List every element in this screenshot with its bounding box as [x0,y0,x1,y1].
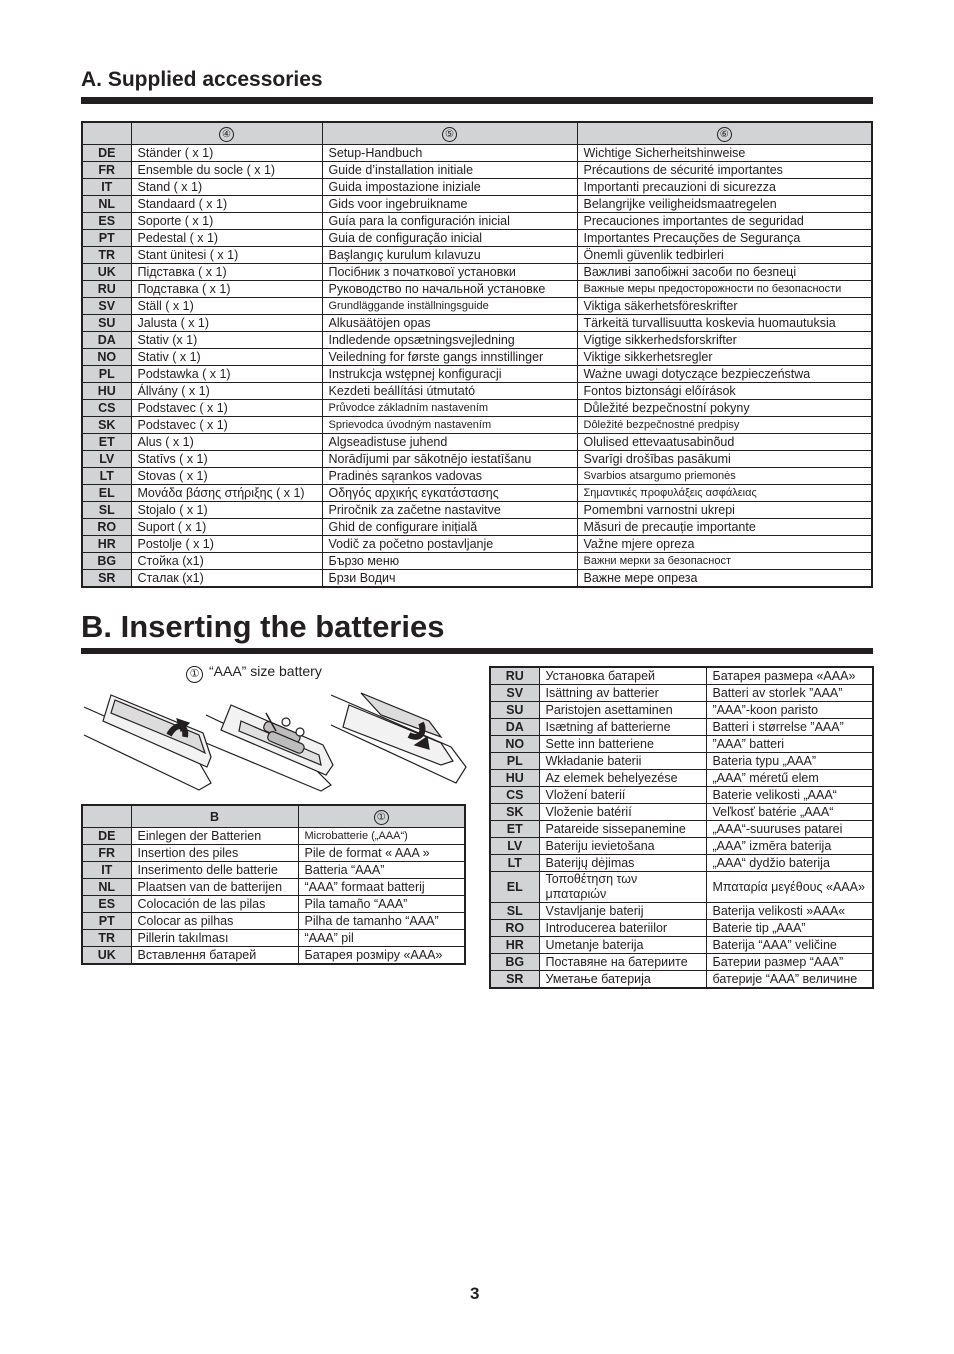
table-cell: Stand ( x 1) [131,179,322,196]
accessories-table [81,121,873,588]
battery-row [82,896,465,913]
table-cell: ”AAA” batteri [706,736,873,753]
language-code: IT [82,862,131,879]
language-code: HU [82,383,131,400]
language-code: DE [82,145,131,162]
remote-step-3 [331,693,466,783]
table-cell: Stant ünitesi ( x 1) [131,247,322,264]
table-cell: Fontos biztonsági előírások [577,383,872,400]
language-code: HU [490,770,539,787]
table-cell: батерије “AAA” величине [706,971,873,989]
table-cell: Alkusäätöjen opas [322,315,577,332]
language-code: ES [82,213,131,230]
table-cell: Podstawka ( x 1) [131,366,322,383]
column-header-5: ⑤ [322,122,577,145]
battery-row [490,971,873,989]
accessory-row [82,213,872,230]
table-cell: Batteri av storlek ”AAA” [706,685,873,702]
table-cell: Veiledning for første gangs innstillinger [322,349,577,366]
table-cell: Batteria “AAA” [298,862,465,879]
table-cell: Важни мерки за безопасност [577,553,872,570]
accessory-row [82,145,872,162]
language-code: HR [82,536,131,553]
accessory-row [82,196,872,213]
language-code: DE [82,828,131,845]
table-cell: Insertion des piles [131,845,298,862]
table-cell: Μπαταρία μεγέθους «AAA» [706,872,873,903]
table-cell: Postolje ( x 1) [131,536,322,553]
table-cell: Стойка (x1) [131,553,322,570]
table-cell: Podstavec ( x 1) [131,400,322,417]
language-code: IT [82,179,131,196]
table-cell: Pilha de tamanho “AAA” [298,913,465,930]
language-code: SK [490,804,539,821]
language-code: TR [82,247,131,264]
battery-row [82,845,465,862]
column-header-4: ④ [131,122,322,145]
battery-row [490,770,873,787]
accessory-row [82,519,872,536]
language-code-header [82,122,131,145]
table-cell: Olulised ettevaatusabinõud [577,434,872,451]
language-code: RO [490,920,539,937]
table-cell: Σημαντικές προφυλάξεις ασφάλειας [577,485,872,502]
table-cell: Isætning af batterierne [539,719,706,736]
table-cell: Kezdeti beállítási útmutató [322,383,577,400]
language-code: SR [490,971,539,989]
table-cell: Paristojen asettaminen [539,702,706,719]
table-cell: Stativ (x 1) [131,332,322,349]
table-cell: Bateria typu „AAA” [706,753,873,770]
accessory-row [82,553,872,570]
battery-row [490,702,873,719]
battery-row [82,913,465,930]
table-cell: „AAA” izmēra baterija [706,838,873,855]
language-code: PT [82,913,131,930]
table-cell: Précautions de sécurité importantes [577,162,872,179]
language-code: EL [82,485,131,502]
table-cell: Stovas ( x 1) [131,468,322,485]
language-code: ES [82,896,131,913]
table-cell: Батерии размер “AAA” [706,954,873,971]
accessory-row [82,349,872,366]
table-cell: Setup-Handbuch [322,145,577,162]
table-cell: Umetanje baterija [539,937,706,954]
table-cell: Patareide sissepanemine [539,821,706,838]
table-cell: Брзи Водич [322,570,577,588]
remote-battery-illustration [81,685,469,793]
table-cell: Baterie tip „AAA” [706,920,873,937]
language-code: PL [82,366,131,383]
table-cell: Установка батарей [539,667,706,685]
table-cell: Statīvs ( x 1) [131,451,322,468]
accessory-row [82,502,872,519]
table-cell: Průvodce základním nastavením [322,400,577,417]
accessory-row [82,451,872,468]
accessory-row [82,298,872,315]
table-cell: Guia de configuração inicial [322,230,577,247]
accessory-row [82,315,872,332]
table-cell: Vstavljanje baterij [539,903,706,920]
battery-row [490,937,873,954]
language-code: LT [490,855,539,872]
accessory-row [82,468,872,485]
battery-row [82,947,465,965]
battery-row [490,920,873,937]
language-code: RU [82,281,131,298]
battery-insertion-table-right [489,666,874,989]
table-cell: Soporte ( x 1) [131,213,322,230]
table-cell: Priročnik za začetne nastavitve [322,502,577,519]
battery-row [490,736,873,753]
table-cell: Pradinės sąrankos vadovas [322,468,577,485]
table-cell: Algseadistuse juhend [322,434,577,451]
language-code: BG [82,553,131,570]
language-code: RO [82,519,131,536]
table-cell: Vigtige sikkerhedsforskrifter [577,332,872,349]
battery-row [490,954,873,971]
language-code: SR [82,570,131,588]
table-cell: Важне мере опреза [577,570,872,588]
table-cell: Állvány ( x 1) [131,383,322,400]
language-code: BG [490,954,539,971]
callout-marker: ① [186,666,203,683]
battery-row [490,855,873,872]
table-cell: Tärkeitä turvallisuutta koskevia huomautuksia [577,315,872,332]
table-cell: Măsuri de precauție importante [577,519,872,536]
accessory-row [82,485,872,502]
battery-row [490,787,873,804]
table-cell: Guide d’installation initiale [322,162,577,179]
language-code: NO [82,349,131,366]
table-cell: Introducerea bateriilor [539,920,706,937]
accessory-row [82,536,872,553]
table-cell: „AAA“-suuruses patarei [706,821,873,838]
table-cell: Stojalo ( x 1) [131,502,322,519]
battery-caption-text: “AAA” size battery [209,663,322,679]
table-cell: Batteri i størrelse ”AAA” [706,719,873,736]
language-code: EL [490,872,539,903]
table-cell: Wichtige Sicherheitshinweise [577,145,872,162]
table-cell: Einlegen der Batterien [131,828,298,845]
battery-row [490,804,873,821]
battery-insertion-table-left [81,804,466,965]
table-cell: Inserimento delle batterie [131,862,298,879]
table-cell: Pillerin takılması [131,930,298,947]
table-cell: Baterija “AAA” veličine [706,937,873,954]
table-cell: Вставлення батарей [131,947,298,965]
table-cell: Важливі запобіжні засоби по безпеці [577,264,872,281]
table-cell: Οδηγός αρχικής εγκατάστασης [322,485,577,502]
table-cell: Guía para la configuración inicial [322,213,577,230]
table-cell: Gids voor ingebruikname [322,196,577,213]
table-cell: Baterie velikosti „AAA“ [706,787,873,804]
table-cell: Підставка ( x 1) [131,264,322,281]
table-cell: Сталак (x1) [131,570,322,588]
table-cell: Norādījumi par sākotnējo iestatīšanu [322,451,577,468]
table-cell: Ständer ( x 1) [131,145,322,162]
table-cell: Vodič za početno postavljanje [322,536,577,553]
battery-row [82,930,465,947]
battery-row [490,719,873,736]
table-cell: Pomembni varnostni ukrepi [577,502,872,519]
table-cell: Sprievodca úvodným nastavením [322,417,577,434]
table-cell: Belangrijke veiligheidsmaatregelen [577,196,872,213]
language-code: ET [82,434,131,451]
table-cell: Microbatterie („AAA“) [298,828,465,845]
language-code: DA [82,332,131,349]
accessory-row [82,247,872,264]
table-cell: Veľkosť batérie „AAA“ [706,804,873,821]
accessory-row [82,230,872,247]
table-cell: Colocar as pilhas [131,913,298,930]
table-cell: Dôležité bezpečnostné predpisy [577,417,872,434]
accessory-row [82,366,872,383]
table-cell: Vloženie batérií [539,804,706,821]
table-cell: Bateriju ievietošana [539,838,706,855]
battery-row [490,685,873,702]
table-cell: Instrukcja wstępnej konfiguracji [322,366,577,383]
table-cell: Az elemek behelyezése [539,770,706,787]
table-cell: Başlangıç kurulum kılavuzu [322,247,577,264]
table-cell: Pile de format « AAA » [298,845,465,862]
language-code: CS [490,787,539,804]
table-cell: Ställ ( x 1) [131,298,322,315]
language-code: LV [490,838,539,855]
accessory-row [82,434,872,451]
accessory-row [82,179,872,196]
language-code: SL [490,903,539,920]
table-cell: Pila tamaño “AAA” [298,896,465,913]
table-cell: Посібник з початкової установки [322,264,577,281]
language-code: DA [490,719,539,736]
table-cell: Pedestal ( x 1) [131,230,322,247]
language-code: SV [82,298,131,315]
section-b-divider [81,648,873,654]
battery-row [490,753,873,770]
battery-row [82,862,465,879]
language-code: NL [82,196,131,213]
table-cell: Baterijų dėjimas [539,855,706,872]
table-cell: ”AAA”-koon paristo [706,702,873,719]
accessory-row [82,332,872,349]
table-cell: „AAA” méretű elem [706,770,873,787]
language-code: UK [82,264,131,281]
table-cell: Wkładanie baterii [539,753,706,770]
table-cell: Поставяне на батериите [539,954,706,971]
table-cell: Podstavec ( x 1) [131,417,322,434]
accessory-row [82,281,872,298]
battery-row [82,828,465,845]
table-cell: Jalusta ( x 1) [131,315,322,332]
table-cell: Батарея розміру «AAA» [298,947,465,965]
accessory-row [82,383,872,400]
table-cell: Suport ( x 1) [131,519,322,536]
language-code: FR [82,162,131,179]
page-number: 3 [470,1284,480,1303]
language-code: SV [490,685,539,702]
language-code: SL [82,502,131,519]
table-cell: Važne mjere opreza [577,536,872,553]
table-cell: Бързо меню [322,553,577,570]
battery-callout [186,663,322,683]
table-cell: Ghid de configurare inițială [322,519,577,536]
remote-step-2 [206,705,333,791]
language-code: CS [82,400,131,417]
table-cell: Indledende opsætningsvejledning [322,332,577,349]
battery-row [82,879,465,896]
battery-row [490,667,873,685]
table-cell: Уметање батерија [539,971,706,989]
table-cell: Svarīgi drošības pasākumi [577,451,872,468]
table-cell: Батарея размера «AAA» [706,667,873,685]
accessory-row [82,162,872,179]
language-code: ET [490,821,539,838]
language-code: SK [82,417,131,434]
table-cell: Sette inn batteriene [539,736,706,753]
table-cell: Importantes Precauções de Segurança [577,230,872,247]
table-cell: Svarbios atsargumo priemonės [577,468,872,485]
accessory-row [82,264,872,281]
column-header-6: ⑥ [577,122,872,145]
table-cell: Alus ( x 1) [131,434,322,451]
table-cell: Важные меры предосторожности по безопасности [577,281,872,298]
accessory-row [82,417,872,434]
battery-row [490,903,873,920]
column-header-1: ① [298,805,465,828]
remote-step-1 [84,695,211,790]
table-cell: Stativ ( x 1) [131,349,322,366]
language-code: SU [82,315,131,332]
table-cell: “AAA” formaat batterij [298,879,465,896]
battery-left-header-row [82,805,465,828]
battery-row [490,872,873,903]
table-cell: Τοποθέτηση των μπαταριών [539,872,706,903]
table-cell: Grundläggande inställningsguide [322,298,577,315]
battery-row [490,821,873,838]
table-cell: Baterija velikosti »AAA« [706,903,873,920]
table-cell: Viktige sikkerhetsregler [577,349,872,366]
language-code: FR [82,845,131,862]
battery-row [490,838,873,855]
table-cell: Viktiga säkerhetsföreskrifter [577,298,872,315]
table-cell: “AAA” pil [298,930,465,947]
language-code: PL [490,753,539,770]
table-cell: Подставка ( x 1) [131,281,322,298]
table-cell: Руководство по начальной установке [322,281,577,298]
language-code: LT [82,468,131,485]
language-code: SU [490,702,539,719]
section-a-title: A. Supplied accessories [81,68,323,91]
table-cell: Colocación de las pilas [131,896,298,913]
table-cell: „AAA“ dydžio baterija [706,855,873,872]
table-cell: Důležité bezpečnostní pokyny [577,400,872,417]
table-cell: Önemli güvenlik tedbirleri [577,247,872,264]
column-header-b: B [131,805,298,828]
table-cell: Precauciones importantes de seguridad [577,213,872,230]
table-cell: Isättning av batterier [539,685,706,702]
language-code: PT [82,230,131,247]
section-a-divider [81,97,873,104]
language-code: RU [490,667,539,685]
table-cell: Vložení baterií [539,787,706,804]
language-code: LV [82,451,131,468]
language-code: HR [490,937,539,954]
section-b-title: B. Inserting the batteries [81,609,445,644]
language-code: TR [82,930,131,947]
accessory-row [82,400,872,417]
table-cell: Plaatsen van de batterijen [131,879,298,896]
table-cell: Ensemble du socle ( x 1) [131,162,322,179]
language-code: NO [490,736,539,753]
language-code: UK [82,947,131,965]
table-cell: Ważne uwagi dotyczące bezpieczeństwa [577,366,872,383]
table-cell: Guida impostazione iniziale [322,179,577,196]
language-code: NL [82,879,131,896]
language-code-header [82,805,131,828]
accessories-header-row [82,122,872,145]
table-cell: Μονάδα βάσης στήριξης ( x 1) [131,485,322,502]
table-cell: Importanti precauzioni di sicurezza [577,179,872,196]
accessory-row [82,570,872,588]
table-cell: Standaard ( x 1) [131,196,322,213]
